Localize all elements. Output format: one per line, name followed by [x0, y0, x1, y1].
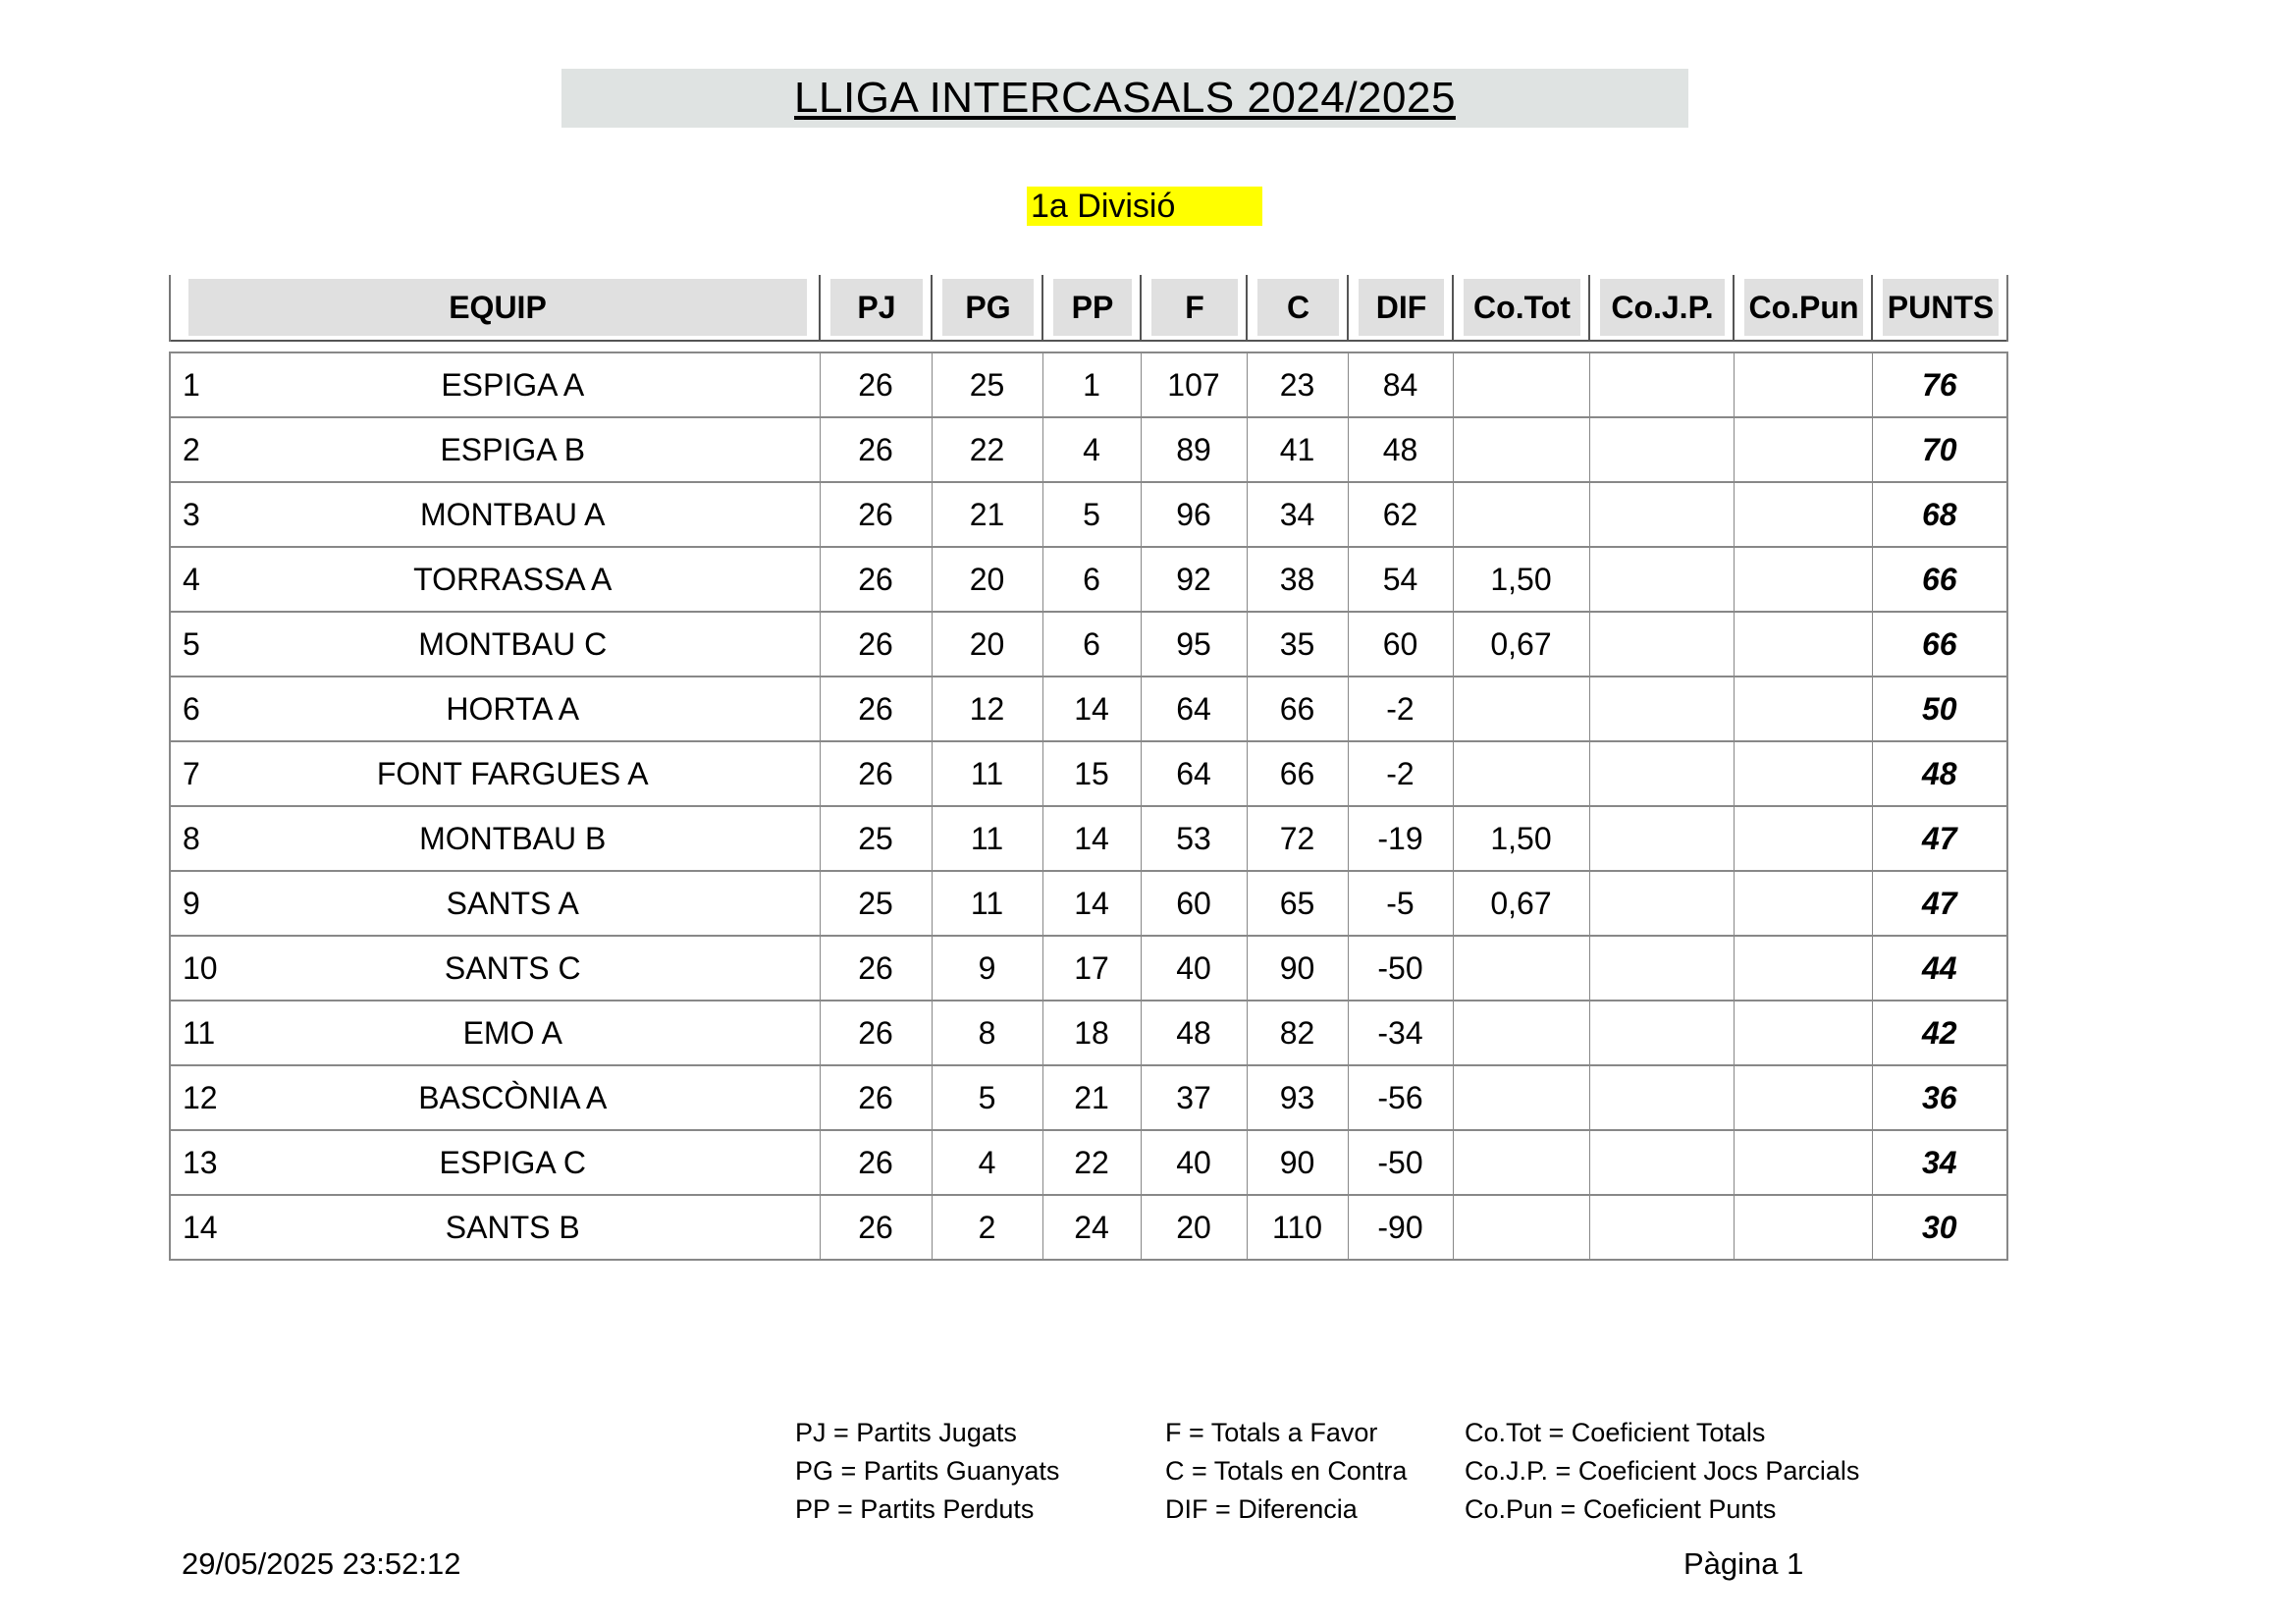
- cojp-cell: [1589, 1001, 1734, 1065]
- team-cell: [170, 1001, 820, 1065]
- legend-col-1: [795, 1414, 1059, 1529]
- c-cell: 66: [1247, 677, 1348, 741]
- header-punts: PUNTS: [1872, 275, 2007, 341]
- pg-cell: 25: [932, 352, 1042, 417]
- pj-cell: 26: [820, 612, 932, 677]
- table-row: [170, 1001, 2007, 1065]
- pg-cell: 2: [932, 1195, 1042, 1260]
- pj-cell: 26: [820, 352, 932, 417]
- c-cell: 82: [1247, 1001, 1348, 1065]
- position-number: 6: [183, 691, 200, 727]
- pj-cell: 26: [820, 1130, 932, 1195]
- pj-cell: 26: [820, 1065, 932, 1130]
- pg-cell: 20: [932, 612, 1042, 677]
- punts-cell: 47: [1872, 871, 2007, 936]
- table-row: [170, 1130, 2007, 1195]
- punts-cell: 44: [1872, 936, 2007, 1001]
- c-cell: 66: [1247, 741, 1348, 806]
- pg-cell: 11: [932, 871, 1042, 936]
- punts-cell: 70: [1872, 417, 2007, 482]
- f-cell: 95: [1141, 612, 1247, 677]
- copun-cell: [1734, 417, 1872, 482]
- copun-cell: [1734, 871, 1872, 936]
- table-row: [170, 1065, 2007, 1130]
- page-title: LLIGA INTERCASALS 2024/2025: [794, 74, 1456, 122]
- pp-cell: 22: [1042, 1130, 1141, 1195]
- punts-cell: 50: [1872, 677, 2007, 741]
- c-cell: 110: [1247, 1195, 1348, 1260]
- pg-cell: 20: [932, 547, 1042, 612]
- c-cell: 90: [1247, 1130, 1348, 1195]
- punts-cell: 48: [1872, 741, 2007, 806]
- punts-cell: 36: [1872, 1065, 2007, 1130]
- pp-cell: 15: [1042, 741, 1141, 806]
- table-row: [170, 677, 2007, 741]
- position-number: 13: [183, 1145, 218, 1180]
- copun-cell: [1734, 1001, 1872, 1065]
- team-cell: [170, 871, 820, 936]
- f-cell: 53: [1141, 806, 1247, 871]
- cotot-cell: [1453, 741, 1589, 806]
- pj-cell: 26: [820, 1001, 932, 1065]
- dif-cell: -50: [1348, 1130, 1453, 1195]
- f-cell: 20: [1141, 1195, 1247, 1260]
- cotot-cell: [1453, 1130, 1589, 1195]
- pp-cell: 17: [1042, 936, 1141, 1001]
- legend-item: C = Totals en Contra: [1165, 1456, 1408, 1486]
- cotot-cell: 1,50: [1453, 806, 1589, 871]
- team-cell: [170, 352, 820, 417]
- standings-body: [170, 352, 2007, 1260]
- cojp-cell: [1589, 1195, 1734, 1260]
- header-row: [170, 275, 2007, 341]
- pp-cell: 24: [1042, 1195, 1141, 1260]
- copun-cell: [1734, 612, 1872, 677]
- pg-cell: 22: [932, 417, 1042, 482]
- pg-cell: 21: [932, 482, 1042, 547]
- team-cell: [170, 482, 820, 547]
- header-pg: PG: [932, 275, 1042, 341]
- pg-cell: 12: [932, 677, 1042, 741]
- pj-cell: 26: [820, 1195, 932, 1260]
- table-row: [170, 936, 2007, 1001]
- pj-cell: 25: [820, 806, 932, 871]
- pp-cell: 14: [1042, 806, 1141, 871]
- position-number: 2: [183, 432, 200, 467]
- team-name: ESPIGA B: [440, 431, 586, 467]
- cojp-cell: [1589, 871, 1734, 936]
- f-cell: 48: [1141, 1001, 1247, 1065]
- dif-cell: -5: [1348, 871, 1453, 936]
- position-number: 11: [183, 1015, 216, 1051]
- team-name: BASCÒNIA A: [418, 1079, 608, 1115]
- legend-item: Co.Tot = Coeficient Totals: [1465, 1418, 1766, 1447]
- pg-cell: 8: [932, 1001, 1042, 1065]
- pg-cell: 5: [932, 1065, 1042, 1130]
- cotot-cell: [1453, 1195, 1589, 1260]
- header-dif: DIF: [1348, 275, 1453, 341]
- team-cell: [170, 547, 820, 612]
- standings-table: [169, 275, 2008, 1261]
- team-name: TORRASSA A: [413, 561, 613, 597]
- cotot-cell: 0,67: [1453, 612, 1589, 677]
- team-name: SANTS C: [444, 949, 581, 986]
- pj-cell: 26: [820, 936, 932, 1001]
- copun-cell: [1734, 547, 1872, 612]
- dif-cell: -50: [1348, 936, 1453, 1001]
- cotot-cell: [1453, 677, 1589, 741]
- punts-cell: 76: [1872, 352, 2007, 417]
- team-cell: [170, 677, 820, 741]
- position-number: 14: [183, 1210, 218, 1245]
- f-cell: 40: [1141, 1130, 1247, 1195]
- dif-cell: -2: [1348, 741, 1453, 806]
- position-number: 10: [183, 950, 218, 986]
- team-cell: [170, 936, 820, 1001]
- pj-cell: 26: [820, 417, 932, 482]
- punts-cell: 68: [1872, 482, 2007, 547]
- c-cell: 23: [1247, 352, 1348, 417]
- punts-cell: 66: [1872, 547, 2007, 612]
- dif-cell: 54: [1348, 547, 1453, 612]
- cojp-cell: [1589, 482, 1734, 547]
- copun-cell: [1734, 352, 1872, 417]
- team-cell: [170, 741, 820, 806]
- table-row: [170, 417, 2007, 482]
- pp-cell: 4: [1042, 417, 1141, 482]
- pj-cell: 26: [820, 547, 932, 612]
- team-name: MONTBAU C: [418, 625, 608, 662]
- pj-cell: 25: [820, 871, 932, 936]
- c-cell: 35: [1247, 612, 1348, 677]
- copun-cell: [1734, 1195, 1872, 1260]
- cotot-cell: [1453, 417, 1589, 482]
- title-banner: [561, 69, 1688, 128]
- position-number: 9: [183, 886, 200, 921]
- header-pp: PP: [1042, 275, 1141, 341]
- team-name: SANTS A: [446, 885, 579, 921]
- dif-cell: -19: [1348, 806, 1453, 871]
- cotot-cell: 1,50: [1453, 547, 1589, 612]
- team-name: ESPIGA A: [441, 366, 585, 403]
- f-cell: 107: [1141, 352, 1247, 417]
- table-row: [170, 352, 2007, 417]
- cotot-cell: 0,67: [1453, 871, 1589, 936]
- cojp-cell: [1589, 352, 1734, 417]
- copun-cell: [1734, 677, 1872, 741]
- cojp-cell: [1589, 547, 1734, 612]
- print-timestamp: 29/05/2025 23:52:12: [182, 1546, 461, 1581]
- team-name: MONTBAU B: [419, 820, 607, 856]
- pp-cell: 6: [1042, 612, 1141, 677]
- pp-cell: 18: [1042, 1001, 1141, 1065]
- punts-cell: 42: [1872, 1001, 2007, 1065]
- pg-cell: 4: [932, 1130, 1042, 1195]
- c-cell: 34: [1247, 482, 1348, 547]
- dif-cell: -2: [1348, 677, 1453, 741]
- dif-cell: 62: [1348, 482, 1453, 547]
- table-row: [170, 612, 2007, 677]
- f-cell: 64: [1141, 741, 1247, 806]
- cotot-cell: [1453, 482, 1589, 547]
- f-cell: 89: [1141, 417, 1247, 482]
- copun-cell: [1734, 741, 1872, 806]
- f-cell: 37: [1141, 1065, 1247, 1130]
- cotot-cell: [1453, 352, 1589, 417]
- cotot-cell: [1453, 1065, 1589, 1130]
- punts-cell: 66: [1872, 612, 2007, 677]
- f-cell: 92: [1141, 547, 1247, 612]
- dif-cell: 48: [1348, 417, 1453, 482]
- dif-cell: -56: [1348, 1065, 1453, 1130]
- pp-cell: 21: [1042, 1065, 1141, 1130]
- cojp-cell: [1589, 806, 1734, 871]
- f-cell: 64: [1141, 677, 1247, 741]
- dif-cell: -34: [1348, 1001, 1453, 1065]
- team-name: FONT FARGUES A: [376, 755, 649, 791]
- header-cotot: Co.Tot: [1453, 275, 1589, 341]
- cotot-cell: [1453, 1001, 1589, 1065]
- position-number: 5: [183, 626, 200, 662]
- c-cell: 65: [1247, 871, 1348, 936]
- legend-col-3: [1465, 1414, 1859, 1529]
- cojp-cell: [1589, 677, 1734, 741]
- team-name: HORTA A: [446, 690, 580, 727]
- pj-cell: 26: [820, 482, 932, 547]
- pp-cell: 14: [1042, 677, 1141, 741]
- copun-cell: [1734, 1130, 1872, 1195]
- table-row: [170, 871, 2007, 936]
- table-row: [170, 547, 2007, 612]
- f-cell: 96: [1141, 482, 1247, 547]
- pg-cell: 11: [932, 806, 1042, 871]
- cotot-cell: [1453, 936, 1589, 1001]
- position-number: 12: [183, 1080, 218, 1115]
- team-cell: [170, 612, 820, 677]
- cojp-cell: [1589, 1065, 1734, 1130]
- copun-cell: [1734, 1065, 1872, 1130]
- pj-cell: 26: [820, 677, 932, 741]
- cojp-cell: [1589, 741, 1734, 806]
- pj-cell: 26: [820, 741, 932, 806]
- team-cell: [170, 1065, 820, 1130]
- header-pj: PJ: [820, 275, 932, 341]
- c-cell: 93: [1247, 1065, 1348, 1130]
- cojp-cell: [1589, 612, 1734, 677]
- pg-cell: 9: [932, 936, 1042, 1001]
- c-cell: 72: [1247, 806, 1348, 871]
- dif-cell: 60: [1348, 612, 1453, 677]
- c-cell: 41: [1247, 417, 1348, 482]
- cojp-cell: [1589, 1130, 1734, 1195]
- punts-cell: 30: [1872, 1195, 2007, 1260]
- team-name: ESPIGA C: [439, 1144, 586, 1180]
- position-number: 3: [183, 497, 200, 532]
- table-row: [170, 482, 2007, 547]
- cojp-cell: [1589, 936, 1734, 1001]
- legend-item: PP = Partits Perduts: [795, 1494, 1035, 1524]
- team-cell: [170, 1195, 820, 1260]
- team-cell: [170, 806, 820, 871]
- header-equip: EQUIP: [170, 275, 820, 341]
- copun-cell: [1734, 936, 1872, 1001]
- team-name: SANTS B: [445, 1209, 580, 1245]
- table-row: [170, 1195, 2007, 1260]
- header-copun: Co.Pun: [1734, 275, 1872, 341]
- table-row: [170, 806, 2007, 871]
- team-cell: [170, 417, 820, 482]
- c-cell: 90: [1247, 936, 1348, 1001]
- table-row: [170, 741, 2007, 806]
- legend-col-2: [1165, 1414, 1407, 1529]
- header-cojp: Co.J.P.: [1589, 275, 1734, 341]
- dif-cell: 84: [1348, 352, 1453, 417]
- c-cell: 38: [1247, 547, 1348, 612]
- position-number: 7: [183, 756, 200, 791]
- legend-item: DIF = Diferencia: [1165, 1494, 1358, 1524]
- copun-cell: [1734, 806, 1872, 871]
- pp-cell: 1: [1042, 352, 1141, 417]
- pp-cell: 6: [1042, 547, 1141, 612]
- punts-cell: 47: [1872, 806, 2007, 871]
- team-name: EMO A: [462, 1014, 562, 1051]
- f-cell: 40: [1141, 936, 1247, 1001]
- cojp-cell: [1589, 417, 1734, 482]
- position-number: 8: [183, 821, 200, 856]
- legend-item: F = Totals a Favor: [1165, 1418, 1378, 1447]
- team-cell: [170, 1130, 820, 1195]
- legend-item: PJ = Partits Jugats: [795, 1418, 1017, 1447]
- dif-cell: -90: [1348, 1195, 1453, 1260]
- punts-cell: 34: [1872, 1130, 2007, 1195]
- header-f: F: [1141, 275, 1247, 341]
- division-label: 1a Divisió: [1027, 187, 1262, 226]
- legend-item: Co.J.P. = Coeficient Jocs Parcials: [1465, 1456, 1860, 1486]
- header-c: C: [1247, 275, 1348, 341]
- page-number: Pàgina 1: [1683, 1546, 1804, 1581]
- f-cell: 60: [1141, 871, 1247, 936]
- team-name: MONTBAU A: [420, 496, 606, 532]
- legend-item: PG = Partits Guanyats: [795, 1456, 1060, 1486]
- legend-item: Co.Pun = Coeficient Punts: [1465, 1494, 1777, 1524]
- position-number: 4: [183, 562, 200, 597]
- pp-cell: 5: [1042, 482, 1141, 547]
- copun-cell: [1734, 482, 1872, 547]
- position-number: 1: [183, 367, 200, 403]
- pg-cell: 11: [932, 741, 1042, 806]
- pp-cell: 14: [1042, 871, 1141, 936]
